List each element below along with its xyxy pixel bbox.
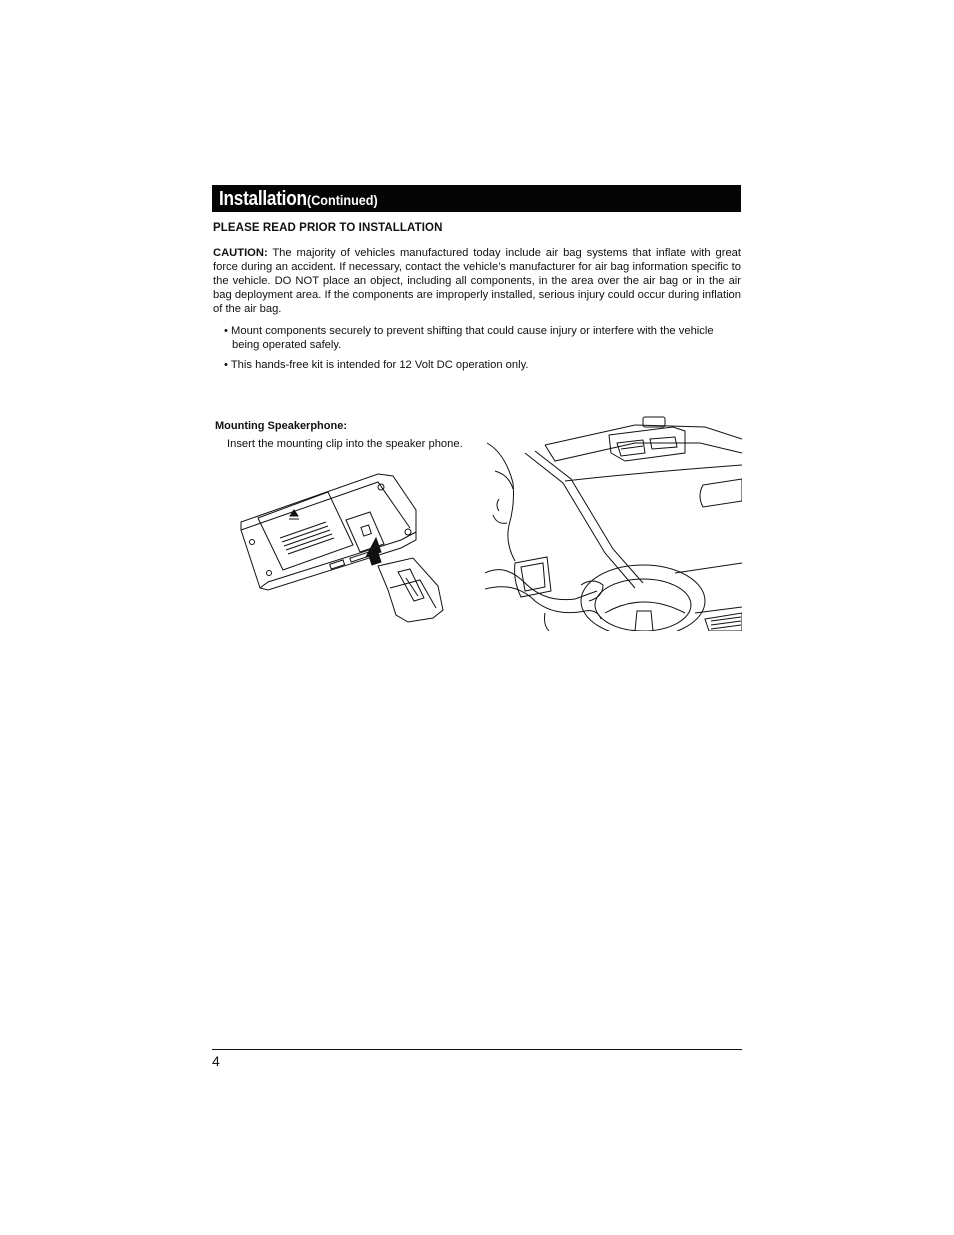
section-header-bar — [212, 185, 741, 212]
page-number: 4 — [212, 1053, 220, 1069]
car-visor-illustration — [485, 413, 742, 631]
mounting-heading: Mounting Speakerphone: — [215, 420, 347, 432]
footer-rule — [212, 1049, 742, 1050]
caution-label: CAUTION: — [213, 247, 268, 259]
bullet-item: • This hands-free kit is intended for 12 Volt DC operation only. — [224, 359, 529, 371]
notice-heading: PLEASE READ PRIOR TO INSTALLATION — [213, 222, 443, 234]
speakerphone-clip-illustration — [238, 470, 448, 630]
safety-bullet-list — [224, 324, 734, 378]
section-subtitle: (Continued) — [306, 192, 378, 208]
bullet-item: • Mount components securely to prevent shifting that could cause injury or interfere with the vehicle being operated safely. — [224, 325, 714, 351]
caution-text: The majority of vehicles manufactured today include air bag systems that inflate with great force during an accident. If necessary, contact the vehicle’s manufacturer for air bag information specific to the vehicle. DO NOT place an object, including all components, in the area over the air bag or in the air bag deployment area. If the components are improperly installed, serious injury could occur during inflation of the air bag. — [213, 247, 741, 315]
caution-paragraph — [213, 246, 741, 316]
mounting-instruction: Insert the mounting clip into the speaker phone. — [227, 438, 463, 450]
section-title: Installation — [219, 188, 307, 210]
